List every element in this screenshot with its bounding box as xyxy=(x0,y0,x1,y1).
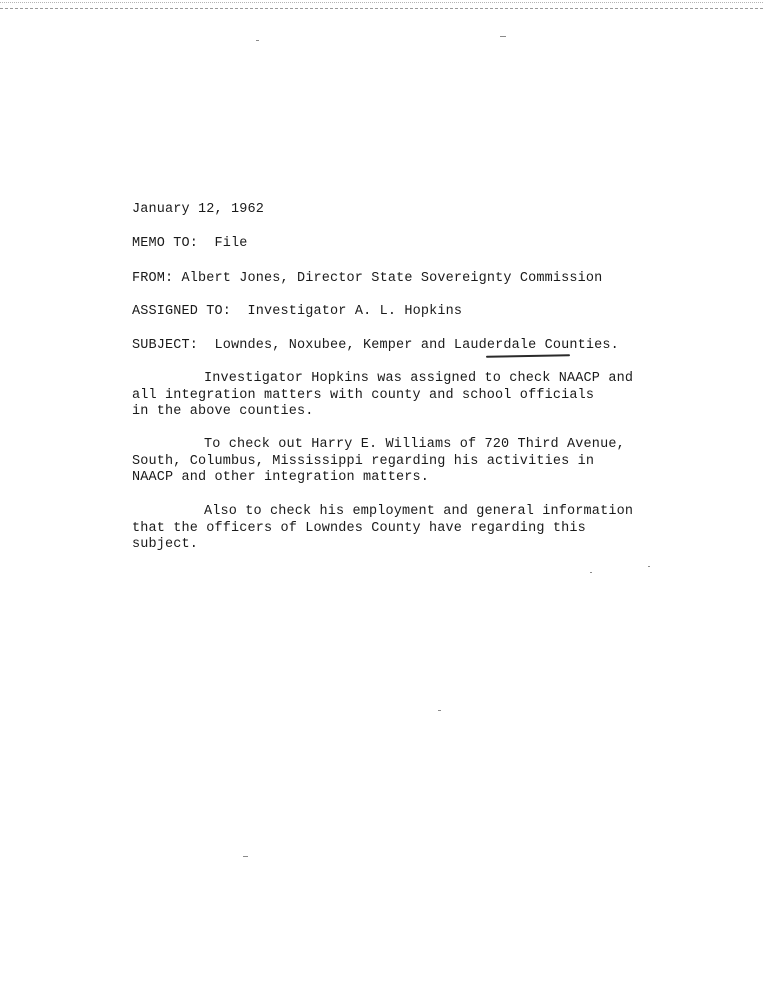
scan-speck xyxy=(500,36,506,37)
paragraph-line: South, Columbus, Mississippi regarding his activities in xyxy=(132,453,595,469)
assigned-row xyxy=(132,304,462,320)
paragraph-assignment xyxy=(132,371,692,421)
subject-row xyxy=(132,338,619,354)
memo-date: January 12, 1962 xyxy=(132,202,265,217)
scan-speck xyxy=(590,572,592,573)
page-top-edge-line xyxy=(0,2,763,4)
paragraph-line: in the above counties. xyxy=(132,404,314,419)
handwritten-underline xyxy=(486,354,570,357)
subject-label: SUBJECT: xyxy=(132,338,199,353)
scan-speck xyxy=(438,710,441,711)
paragraph-line: NAACP and other integration matters. xyxy=(132,470,430,485)
from-value: Albert Jones, Director State Sovereignty Commission xyxy=(181,271,603,286)
memo-to-label: MEMO TO: xyxy=(132,236,199,251)
scan-speck xyxy=(648,566,650,567)
scan-speck xyxy=(243,856,248,857)
assigned-value: Investigator A. L. Hopkins xyxy=(247,304,463,319)
assigned-label: ASSIGNED TO: xyxy=(132,304,232,319)
paragraph-line: Also to check his employment and general information xyxy=(204,504,634,519)
from-row xyxy=(132,271,602,287)
paragraph-line: To check out Harry E. Williams of 720 Third Avenue, xyxy=(204,437,625,452)
paragraph-employment xyxy=(132,504,692,554)
paragraph-line: all integration matters with county and school officials xyxy=(132,387,595,403)
paragraph-line: subject. xyxy=(132,537,199,552)
paragraph-line: Investigator Hopkins was assigned to check NAACP and xyxy=(204,371,634,386)
subject-value: Lowndes, Noxubee, Kemper and Lauderdale Counties. xyxy=(214,338,619,353)
paragraph-line: that the officers of Lowndes County have regarding this xyxy=(132,520,586,536)
memo-to-value: File xyxy=(214,236,248,251)
from-label: FROM: xyxy=(132,271,174,286)
scan-speck xyxy=(256,40,259,41)
memo-to-row xyxy=(132,236,248,252)
paragraph-williams xyxy=(132,437,692,487)
